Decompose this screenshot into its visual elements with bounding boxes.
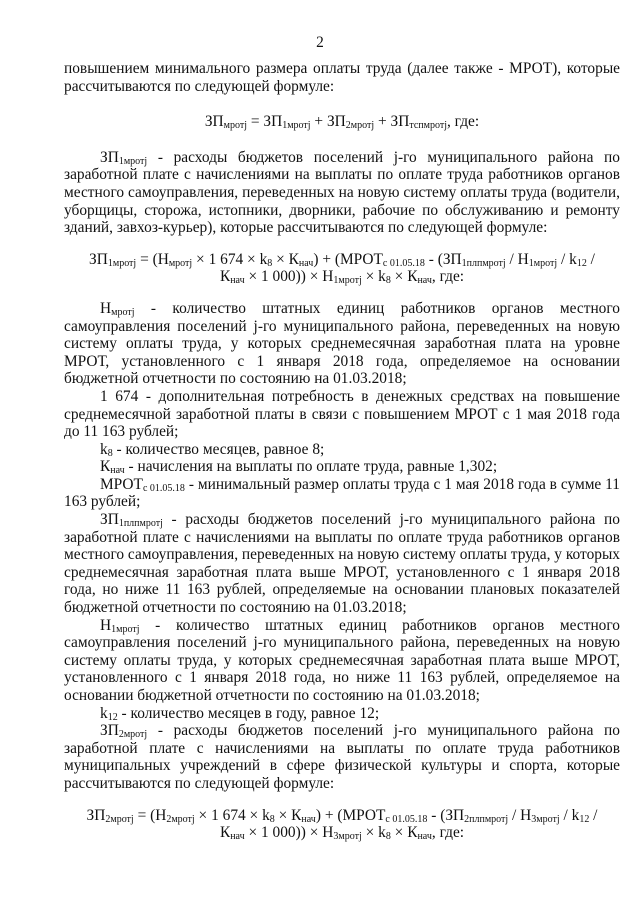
subscript: нач bbox=[301, 813, 316, 825]
definition-zp1plp bbox=[64, 511, 620, 617]
subscript: 3мротj bbox=[333, 831, 362, 843]
text-run: ЗП bbox=[100, 722, 119, 740]
text-run: ЗП bbox=[89, 250, 108, 268]
subscript: 12 bbox=[576, 257, 587, 269]
formula-zp2 bbox=[64, 807, 620, 842]
text-run: / k bbox=[559, 806, 580, 824]
subscript: 8 bbox=[385, 275, 391, 287]
subscript: 1плпмротj bbox=[118, 518, 163, 530]
subscript: 1плпмротj bbox=[461, 257, 506, 269]
text-run: × К bbox=[272, 250, 299, 268]
text-run: = (Н bbox=[133, 806, 167, 824]
subscript: 2мротj bbox=[345, 120, 375, 132]
text-run: - количество месяцев в году, равное 12; bbox=[117, 704, 380, 722]
text-run: k bbox=[100, 440, 108, 458]
text-run: - количество месяцев, равное 8; bbox=[112, 440, 325, 458]
subscript: 2мротj bbox=[166, 813, 195, 825]
definition-1674 bbox=[64, 388, 620, 441]
document-body bbox=[64, 60, 620, 842]
text-run: k bbox=[100, 704, 108, 722]
text-run: - расходы бюджетов поселений j-го муниципального района по заработной плате с начислениями на выплаты по оплате труда работников органов местного самоуправления, переведенных на новую систему оплаты труда (водители, уборщицы, сторожа, истопники, дворники, рабочие по обслуживанию и ремонту зданий, завхоз-курьер), которые рассчитываются по следующей формуле: bbox=[64, 148, 620, 237]
text-run: ) + (МРОТ bbox=[313, 250, 383, 268]
text-run: × k bbox=[361, 268, 386, 286]
subscript: 1мротj bbox=[333, 275, 362, 287]
subscript: 1мротj bbox=[111, 623, 140, 635]
text-run: × k bbox=[361, 824, 386, 842]
definition-n1mrot bbox=[64, 617, 620, 705]
subscript: 12 bbox=[107, 711, 118, 723]
subscript: нач bbox=[110, 465, 125, 477]
text-run: Н bbox=[100, 616, 112, 634]
text-run: = ЗП bbox=[247, 113, 283, 131]
text-run: / К bbox=[219, 250, 595, 286]
text-run: , где: bbox=[446, 113, 480, 131]
subscript: 1мротj bbox=[282, 120, 311, 132]
text-run: × К bbox=[274, 806, 302, 824]
text-run: = (Н bbox=[136, 250, 169, 268]
subscript: нач bbox=[230, 275, 245, 287]
subscript: 8 bbox=[385, 831, 391, 843]
subscript: 2плпмротj bbox=[464, 813, 509, 825]
text-run: 1 674 - дополнительная потребность в денежных средствах на повышение среднемесячной заработной платы в связи с повышением МРОТ с 1 мая 2018 года до 11 163 рублей; bbox=[64, 387, 620, 441]
subscript: с 01.05.18 bbox=[382, 257, 425, 269]
text-run: × 1 000)) × Н bbox=[244, 268, 334, 286]
text-run: - расходы бюджетов поселений j-го муниципального района по заработной плате с начислениями на выплаты по оплате труда работников органов местного самоуправления, переведенных на новую систему оплаты труда, у которых среднемесячная заработная плата выше МРОТ, установленного с 1 января 2018 года, но ниже 11 163 рублей, определяемые на основании плановых показателей бюджетной отчетности по состоянию на 01.03.2018; bbox=[64, 511, 620, 617]
text-run: - начисления на выплаты по оплате труда, равные 1,302; bbox=[124, 458, 498, 476]
text-run: × К bbox=[390, 268, 418, 286]
subscript: мротj bbox=[111, 306, 135, 318]
subscript: 8 bbox=[267, 257, 273, 269]
subscript: 1мротj bbox=[107, 257, 137, 269]
text-run: + ЗП bbox=[310, 113, 346, 131]
subscript: нач bbox=[417, 831, 432, 843]
text-run: - расходы бюджетов поселений j-го муниципального района по заработной плате с начислениями на выплаты по оплате труда работников муниципальных учреждений в сфере физической культуры и спорта, которые рассчитываются по следующей формуле: bbox=[64, 722, 620, 792]
subscript: 8 bbox=[269, 813, 275, 825]
subscript: с 01.05.18 bbox=[142, 482, 185, 494]
text-run: повышением минимального размера оплаты труда (далее также - МРОТ), которые рассчитываются по следующей формуле: bbox=[64, 60, 620, 95]
subscript: 3мротj bbox=[531, 813, 560, 825]
text-run: - (ЗП bbox=[427, 806, 465, 824]
text-run: ) + (МРОТ bbox=[315, 806, 386, 824]
subscript: 2мротj bbox=[118, 729, 148, 741]
definition-zp2 bbox=[64, 722, 620, 792]
subscript: мротj bbox=[223, 120, 248, 132]
text-run: ЗП bbox=[204, 113, 224, 131]
text-run: - минимальный размер оплаты труда с 1 мая 2018 года в сумме 11 163 рублей; bbox=[64, 475, 620, 511]
text-run: / Н bbox=[505, 250, 529, 268]
text-run: Н bbox=[100, 299, 112, 317]
text-run: - количество штатных единиц работников органов местного самоуправления поселений j-го муниципального района, переведенных на новую систему оплаты труда, у которых среднемесячная заработная плата выше МРОТ, установленного с 1 января 2018 года, но ниже 11 163 рублей, определяемое на основании бюджетной отчетности по состоянию на 01.03.2018; bbox=[64, 616, 620, 704]
subscript: нач bbox=[298, 257, 314, 269]
text-run: × 1 674 × k bbox=[192, 250, 268, 268]
text-run: , где: bbox=[431, 824, 465, 842]
text-run: / К bbox=[219, 806, 598, 842]
page-number: 2 bbox=[316, 34, 324, 51]
text-run: - количество штатных единиц работников органов местного самоуправления поселений j-го муниципального района, переведенных на новую систему оплаты труда, у которых среднемесячная заработная плата на уровне МРОТ, установленного с 1 января 2018 года, определяемое на основании бюджетной отчетности по состоянию на 01.03.2018; bbox=[64, 299, 620, 388]
text-run: - (ЗП bbox=[424, 250, 462, 268]
text-run: ЗП bbox=[100, 148, 119, 166]
text-run: × К bbox=[390, 824, 418, 842]
text-run: × 1 000)) × Н bbox=[244, 824, 334, 842]
definition-knach bbox=[64, 458, 620, 476]
subscript: 12 bbox=[579, 813, 590, 825]
subscript: с 01.05.18 bbox=[385, 813, 428, 825]
intro-paragraph bbox=[64, 60, 620, 95]
text-run: К bbox=[100, 458, 111, 476]
subscript: 1мротj bbox=[118, 155, 148, 167]
subscript: нач bbox=[417, 275, 432, 287]
subscript: 2мротj bbox=[105, 813, 134, 825]
text-run: ЗП bbox=[86, 806, 106, 824]
text-run: × 1 674 × k bbox=[194, 806, 270, 824]
text-run: , где: bbox=[431, 268, 465, 286]
definition-n-mrot bbox=[64, 300, 620, 388]
text-run: / Н bbox=[508, 806, 532, 824]
text-run: + ЗП bbox=[374, 113, 410, 131]
subscript: 1мротj bbox=[528, 257, 558, 269]
subscript: мротj bbox=[168, 257, 193, 269]
definition-k12 bbox=[64, 705, 620, 723]
formula-total bbox=[64, 113, 620, 131]
text-run: ЗП bbox=[100, 511, 119, 529]
subscript: тспмротj bbox=[409, 120, 447, 132]
text-run: МРОТ bbox=[100, 475, 143, 493]
text-run: / k bbox=[557, 250, 577, 268]
definition-mrot bbox=[64, 476, 620, 511]
subscript: нач bbox=[230, 831, 245, 843]
formula-zp1 bbox=[64, 251, 620, 286]
definition-k8 bbox=[64, 441, 620, 459]
definition-zp1 bbox=[64, 149, 620, 237]
subscript: 8 bbox=[107, 447, 113, 459]
